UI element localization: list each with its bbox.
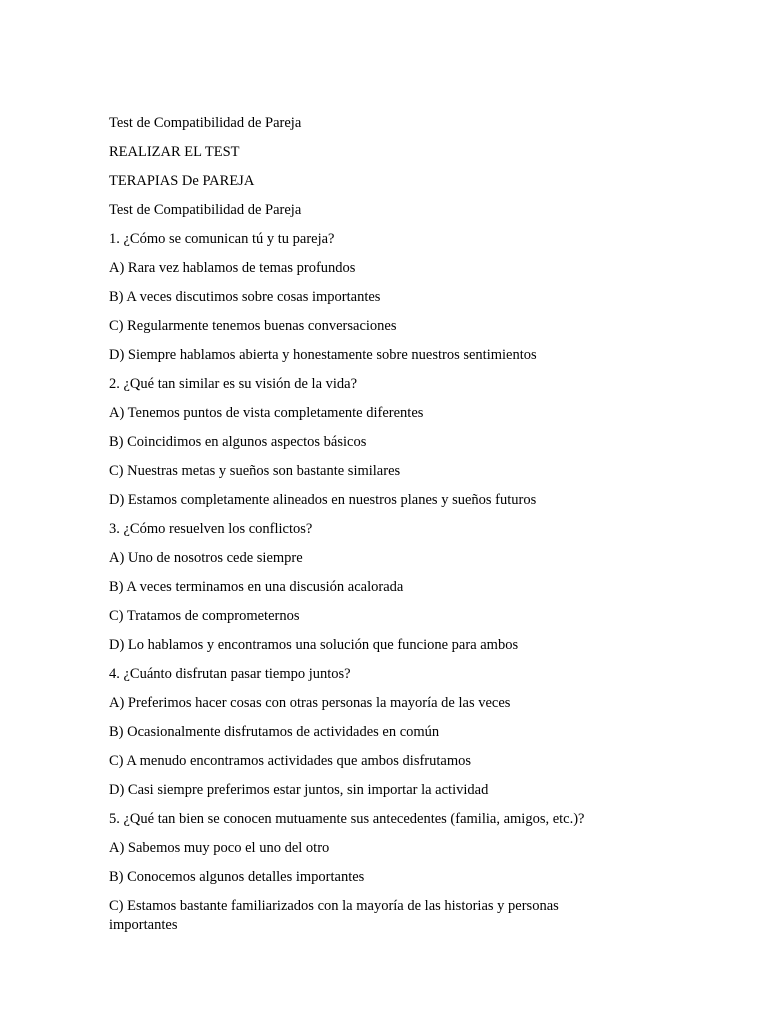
answer-4c: C) A menudo encontramos actividades que ambos disfrutamos (109, 753, 472, 769)
answer-5a: A) Sabemos muy poco el uno del otro (109, 840, 330, 856)
answer-2b: B) Coincidimos en algunos aspectos básicos (109, 434, 367, 450)
answer-3c: C) Tratamos de comprometernos (109, 608, 300, 624)
answer-1a: A) Rara vez hablamos de temas profundos (109, 260, 356, 276)
answer-5c: C) Estamos bastante familiarizados con la mayoría de las historias y personas importantes (109, 898, 559, 933)
answer-4b: B) Ocasionalmente disfrutamos de actividades en común (109, 724, 440, 740)
question-5: 5. ¿Qué tan bien se conocen mutuamente sus antecedentes (familia, amigos, etc.)? (109, 811, 585, 827)
answer-1d: D) Siempre hablamos abierta y honestamente sobre nuestros sentimientos (109, 347, 537, 363)
question-1: 1. ¿Cómo se comunican tú y tu pareja? (109, 231, 335, 247)
answer-2d: D) Estamos completamente alineados en nuestros planes y sueños futuros (109, 492, 537, 508)
document-title: Test de Compatibilidad de Pareja (109, 115, 302, 131)
answer-3a: A) Uno de nosotros cede siempre (109, 550, 303, 566)
answer-5b: B) Conocemos algunos detalles importantes (109, 869, 365, 885)
document-body (109, 114, 629, 935)
answer-4a: A) Preferimos hacer cosas con otras personas la mayoría de las veces (109, 695, 511, 711)
realizar-test-link[interactable]: REALIZAR EL TEST (109, 144, 240, 160)
terapias-heading: TERAPIAS De PAREJA (109, 173, 255, 189)
question-3: 3. ¿Cómo resuelven los conflictos? (109, 521, 313, 537)
answer-1c: C) Regularmente tenemos buenas conversaciones (109, 318, 397, 334)
question-2: 2. ¿Qué tan similar es su visión de la vida? (109, 376, 358, 392)
answer-1b: B) A veces discutimos sobre cosas importantes (109, 289, 381, 305)
answer-3b: B) A veces terminamos en una discusión acalorada (109, 579, 404, 595)
test-title: Test de Compatibilidad de Pareja (109, 202, 302, 218)
answer-3d: D) Lo hablamos y encontramos una solución que funcione para ambos (109, 637, 519, 653)
answer-2c: C) Nuestras metas y sueños son bastante similares (109, 463, 401, 479)
answer-2a: A) Tenemos puntos de vista completamente diferentes (109, 405, 424, 421)
question-4: 4. ¿Cuánto disfrutan pasar tiempo juntos? (109, 666, 351, 682)
answer-4d: D) Casi siempre preferimos estar juntos, sin importar la actividad (109, 782, 489, 798)
